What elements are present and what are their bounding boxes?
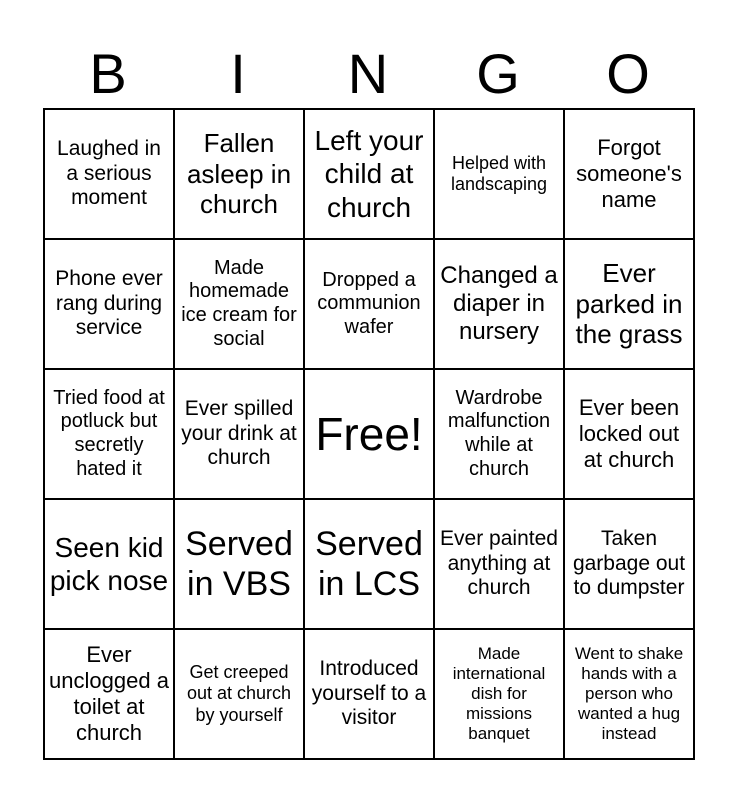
bingo-cell[interactable]: Ever parked in the grass [564, 239, 694, 369]
bingo-cell[interactable]: Helped with landscaping [434, 109, 564, 239]
bingo-header [43, 40, 693, 108]
bingo-cell[interactable]: Served in VBS [174, 499, 304, 629]
free-space-cell[interactable]: Free! [304, 369, 434, 499]
bingo-cell[interactable]: Ever spilled your drink at church [174, 369, 304, 499]
bingo-cell[interactable]: Seen kid pick nose [44, 499, 174, 629]
bingo-cell[interactable]: Taken garbage out to dumpster [564, 499, 694, 629]
bingo-cell[interactable]: Ever been locked out at church [564, 369, 694, 499]
bingo-cell[interactable]: Left your child at church [304, 109, 434, 239]
header-letter-b: B [89, 42, 127, 105]
bingo-cell[interactable]: Dropped a communion wafer [304, 239, 434, 369]
bingo-cell[interactable]: Changed a diaper in nursery [434, 239, 564, 369]
header-letter-g: G [476, 42, 520, 105]
bingo-cell[interactable]: Tried food at potluck but secretly hated it [44, 369, 174, 499]
header-letter-i: I [230, 42, 246, 105]
bingo-cell[interactable]: Phone ever rang during service [44, 239, 174, 369]
bingo-cell[interactable]: Forgot someone's name [564, 109, 694, 239]
bingo-cell[interactable]: Made homemade ice cream for social [174, 239, 304, 369]
bingo-cell[interactable]: Fallen asleep in church [174, 109, 304, 239]
bingo-row [44, 239, 694, 369]
header-letter-o: O [606, 42, 650, 105]
bingo-row [44, 369, 694, 499]
bingo-cell[interactable]: Ever painted anything at church [434, 499, 564, 629]
bingo-row [44, 629, 694, 759]
bingo-cell[interactable]: Served in LCS [304, 499, 434, 629]
bingo-cell[interactable]: Made international dish for missions banquet [434, 629, 564, 759]
bingo-row [44, 499, 694, 629]
bingo-cell[interactable]: Wardrobe malfunction while at church [434, 369, 564, 499]
bingo-cell[interactable]: Went to shake hands with a person who wanted a hug instead [564, 629, 694, 759]
bingo-card [43, 108, 695, 760]
bingo-cell[interactable]: Introduced yourself to a visitor [304, 629, 434, 759]
bingo-cell[interactable]: Laughed in a serious moment [44, 109, 174, 239]
bingo-row [44, 109, 694, 239]
bingo-cell[interactable]: Get creeped out at church by yourself [174, 629, 304, 759]
header-letter-n: N [347, 42, 389, 105]
bingo-cell[interactable]: Ever unclogged a toilet at church [44, 629, 174, 759]
